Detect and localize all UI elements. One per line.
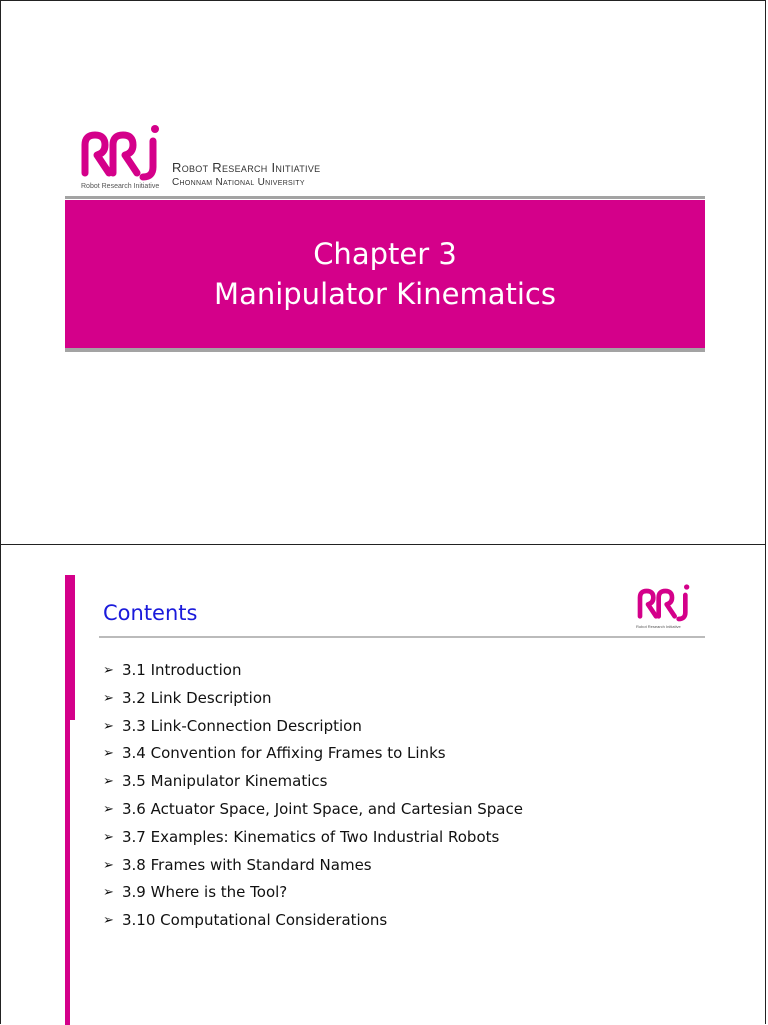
title-banner <box>65 200 705 348</box>
toc-item-label: 3.7 Examples: Kinematics of Two Industrial Robots <box>122 827 500 846</box>
arrow-bullet-icon: ➢ <box>103 913 114 929</box>
toc-item-label: 3.6 Actuator Space, Joint Space, and Cartesian Space <box>122 799 523 818</box>
org-name-line1: Robot Research Initiative <box>172 160 321 175</box>
toc-item-label: 3.3 Link-Connection Description <box>122 716 362 735</box>
arrow-bullet-icon: ➢ <box>103 690 114 706</box>
toc-item-label: 3.4 Convention for Affixing Frames to Links <box>122 744 446 763</box>
contents-slide <box>0 544 766 1024</box>
toc-item-label: 3.2 Link Description <box>122 688 272 707</box>
divider <box>99 636 705 638</box>
toc-item-label: 3.10 Computational Considerations <box>122 911 388 930</box>
arrow-bullet-icon: ➢ <box>103 885 114 901</box>
toc-item <box>103 685 523 713</box>
contents-heading: Contents <box>103 601 198 625</box>
arrow-bullet-icon: ➢ <box>103 746 114 762</box>
organization-name <box>172 160 320 190</box>
divider <box>65 196 705 199</box>
accent-bar <box>65 720 70 1025</box>
arrow-bullet-icon: ➢ <box>103 718 114 734</box>
chapter-title: Manipulator Kinematics <box>214 277 556 311</box>
logo-caption: Robot Research Initiative <box>636 624 681 629</box>
arrow-bullet-icon: ➢ <box>103 857 114 873</box>
toc-item <box>103 852 523 880</box>
toc-item <box>103 768 523 796</box>
toc-item <box>103 907 523 935</box>
arrow-bullet-icon: ➢ <box>103 829 114 845</box>
divider <box>65 348 705 352</box>
toc-item-label: 3.5 Manipulator Kinematics <box>122 772 328 791</box>
table-of-contents <box>103 657 523 935</box>
org-name-line2: Chonnam National University <box>172 177 305 188</box>
toc-item <box>103 740 523 768</box>
toc-item <box>103 657 523 685</box>
logo-caption: Robot Research Initiative <box>81 183 160 190</box>
toc-item-label: 3.1 Introduction <box>122 661 242 679</box>
toc-item <box>103 879 523 907</box>
arrow-bullet-icon: ➢ <box>103 663 114 678</box>
toc-item-label: 3.9 Where is the Tool? <box>122 883 288 902</box>
chapter-number: Chapter 3 <box>313 237 457 271</box>
arrow-bullet-icon: ➢ <box>103 801 114 817</box>
toc-item <box>103 713 523 741</box>
toc-item <box>103 796 523 824</box>
toc-item <box>103 824 523 852</box>
arrow-bullet-icon: ➢ <box>103 774 114 790</box>
accent-bar <box>65 575 75 720</box>
toc-item-label: 3.8 Frames with Standard Names <box>122 855 372 874</box>
